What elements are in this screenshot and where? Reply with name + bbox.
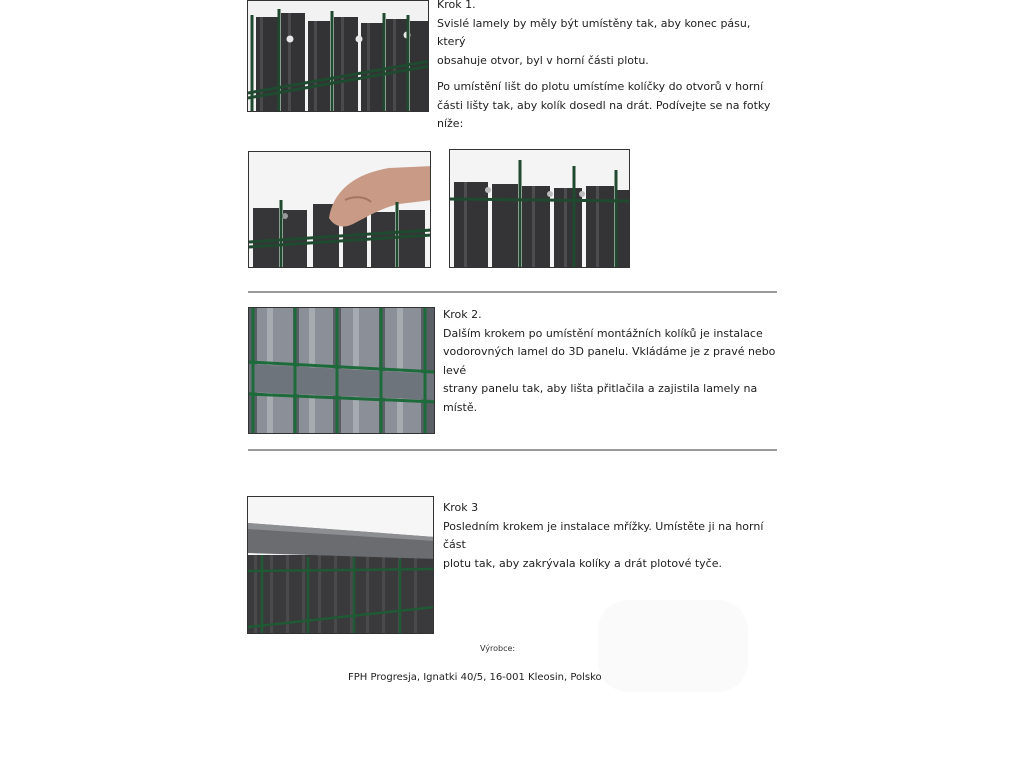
step1-line1: Svislé lamely by měly být umístěny tak, aby konec pásu, který — [437, 16, 751, 48]
step3-line2: plotu tak, aby zakrývala kolíky a drát plotové tyče. — [443, 556, 722, 570]
step1-heading: Krok 1. — [437, 0, 476, 11]
pins-on-wire-illustration — [450, 150, 630, 268]
step1-line3: Po umístění lišt do plotu umístíme kolíčky do otvorů v horní — [437, 80, 764, 93]
manufacturer-label: Výrobce: — [480, 644, 516, 653]
step3-heading: Krok 3 — [443, 501, 479, 514]
step1-detail-photo-hand — [248, 151, 431, 268]
faded-logo-watermark — [598, 600, 748, 692]
step2-line3: strany panelu tak, aby lišta přitlačila a zajistila lamely na místě. — [443, 382, 758, 414]
step1-line2: obsahuje otvor, byl v horní části plotu. — [437, 53, 649, 67]
top-cap-grille-illustration — [248, 497, 434, 634]
section-divider-2 — [248, 449, 777, 451]
step3-text — [443, 499, 783, 573]
step2-photo — [248, 307, 435, 434]
fence-slats-illustration — [248, 1, 429, 112]
step3-photo — [247, 496, 434, 634]
hand-inserting-pin-illustration — [249, 152, 431, 268]
step2-heading: Krok 2. — [443, 308, 482, 321]
step1-photo — [247, 0, 429, 112]
step1-line4: části lišty tak, aby kolík dosedl na drát. Podívejte se na fotky níže: — [437, 98, 771, 130]
step2-text — [443, 306, 783, 417]
manufacturer-address: FPH Progresja, Ignatki 40/5, 16-001 Kleosin, Polsko — [348, 672, 602, 683]
step2-line1: Dalším krokem po umístění montážních kolíků je instalace — [443, 326, 763, 340]
horizontal-slats-illustration — [249, 308, 435, 434]
step3-line1: Posledním krokem je instalace mřížky. Umístěte ji na horní část — [443, 519, 764, 551]
section-divider-1 — [248, 291, 777, 293]
step1-detail-photo-pins — [449, 149, 630, 268]
step2-line2: vodorovných lamel do 3D panelu. Vkládáme je z pravé nebo levé — [443, 345, 776, 377]
step1-text — [437, 0, 777, 134]
